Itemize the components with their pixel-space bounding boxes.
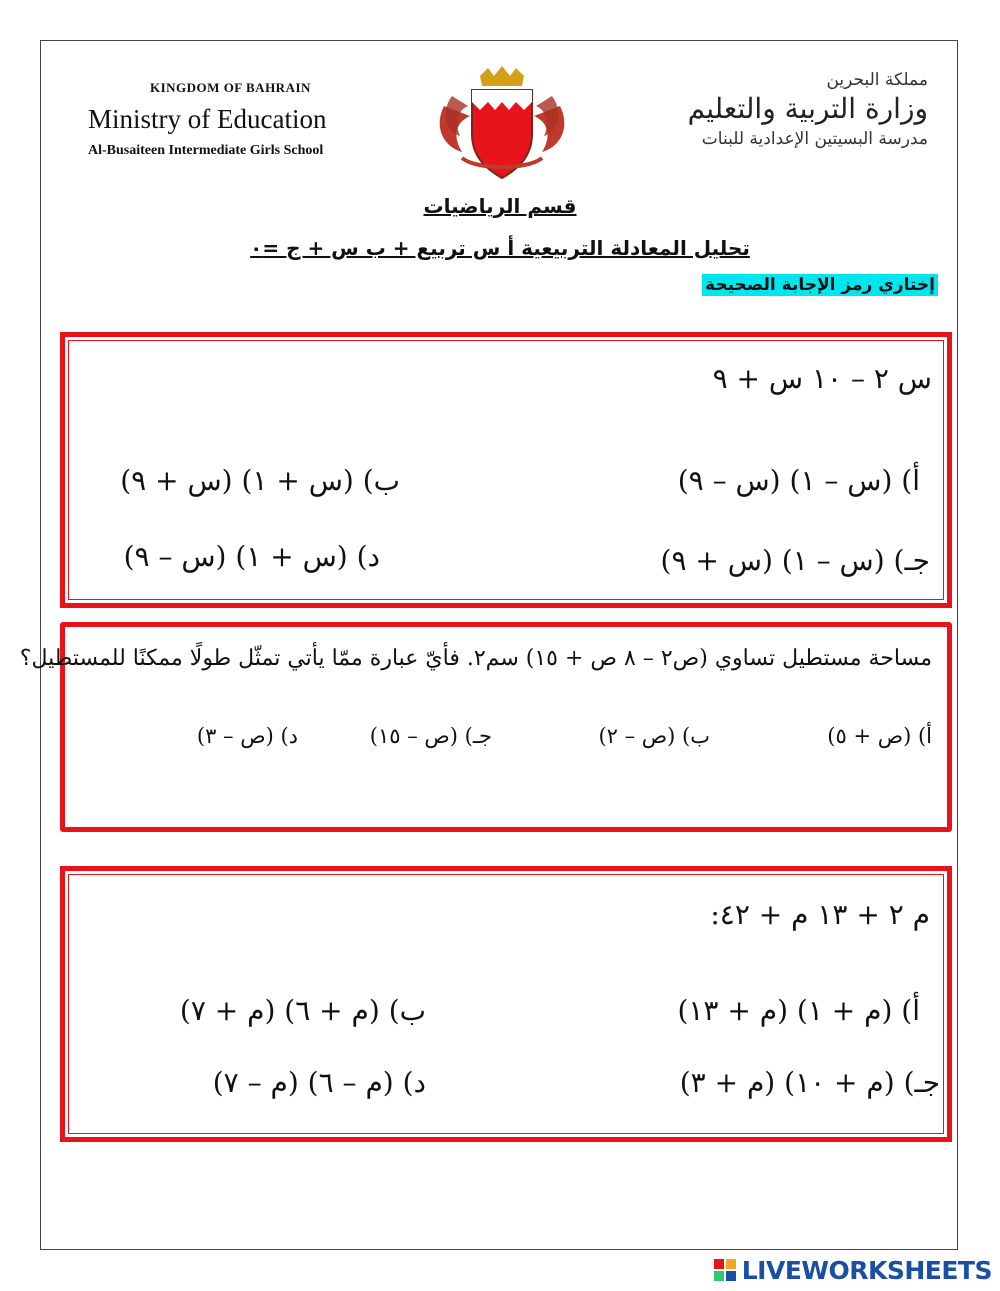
question3-option-d[interactable]: د) (م – ٦) (م – ٧) bbox=[212, 1066, 426, 1099]
liveworksheets-brand: LIVEWORKSHEETS bbox=[741, 1256, 992, 1285]
school-en: Al-Busaiteen Intermediate Girls School bbox=[88, 143, 324, 158]
question1-expression: س ٢ – ١٠ س + ٩ bbox=[712, 362, 932, 395]
liveworksheets-footer bbox=[714, 1256, 992, 1285]
question2-text: مساحة مستطيل تساوي (ص٢ – ٨ ص + ١٥) سم٢. فأيّ عبارة ممّا يأتي تمثّل طولًا ممكنًا للمستطيل؟ bbox=[19, 646, 932, 671]
instruction-label: إختاري رمز الإجابة الصحيحة bbox=[702, 274, 938, 296]
department-title: قسم الرياضيات bbox=[423, 194, 577, 218]
question1-option-b[interactable]: ب) (س + ١) (س + ٩) bbox=[120, 464, 400, 497]
question2-option-c[interactable]: جـ) (ص – ١٥) bbox=[369, 724, 492, 748]
question1-option-a[interactable]: أ) (س – ١) (س – ٩) bbox=[677, 464, 920, 497]
question2-option-d[interactable]: د) (ص – ٣) bbox=[196, 724, 298, 748]
question3-option-b[interactable]: ب) (م + ٦) (م + ٧) bbox=[179, 994, 426, 1027]
school-ar: مدرسة البسيتين الإعدادية للبنات bbox=[701, 129, 928, 149]
question3-expression: م ٢ + ١٣ م + ٤٢: bbox=[710, 898, 930, 931]
header-english bbox=[88, 80, 428, 159]
bahrain-crest-icon bbox=[432, 66, 572, 182]
question1-option-d[interactable]: د) (س + ١) (س – ٩) bbox=[123, 540, 380, 573]
header-arabic bbox=[608, 70, 928, 149]
question3-option-c[interactable]: جـ) (م + ١٠) (م + ٣) bbox=[679, 1066, 940, 1099]
question1-option-c[interactable]: جـ) (س – ١) (س + ٩) bbox=[660, 544, 930, 577]
ministry-ar: وزارة التربية والتعليم bbox=[687, 92, 928, 125]
question3-option-a[interactable]: أ) (م + ١) (م + ١٣) bbox=[677, 994, 920, 1027]
kingdom-en: KINGDOM OF BAHRAIN bbox=[150, 80, 311, 95]
liveworksheets-logo-icon bbox=[714, 1259, 738, 1283]
question2-option-a[interactable]: أ) (ص + ٥) bbox=[827, 724, 932, 748]
ministry-en: Ministry of Education bbox=[88, 104, 327, 134]
topic-title: تحليل المعادلة التربيعية أ س تربيع + ب س + ج =٠ bbox=[250, 236, 750, 260]
kingdom-ar: مملكة البحرين bbox=[826, 70, 928, 90]
question2-option-b[interactable]: ب) (ص – ٢) bbox=[598, 724, 710, 748]
